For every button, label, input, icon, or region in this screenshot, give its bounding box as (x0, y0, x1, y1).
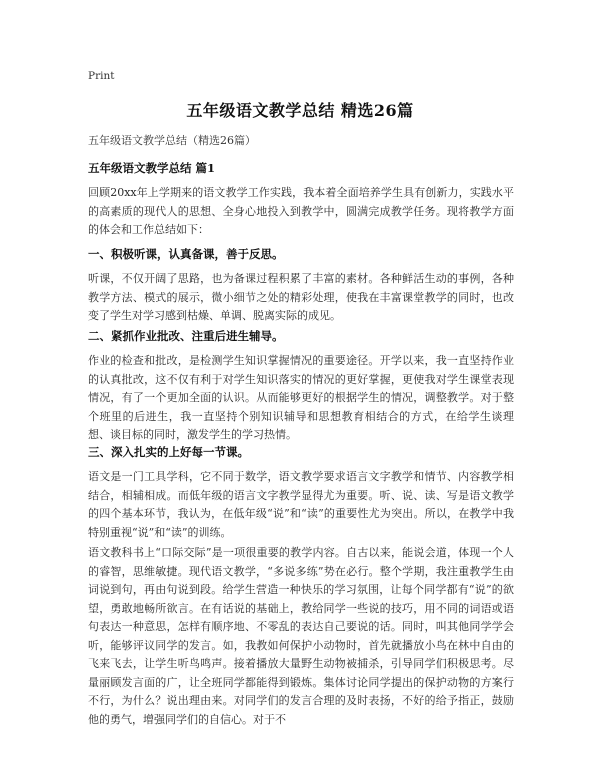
paragraph-3: 语文是一门工具学科，它不同于数学，语文教学要求语言文字教学和情节、内容教学相结合，相辅相成。而低年级的语言文字教学显得尤为重要。听、说、读、写是语文教学的四个基本环节，我认为，在低年级“说”和“读”的重要性尤为突出。所以，在教学中我特别重视“说”和“读”的训练。 (88, 470, 514, 539)
section-title: 五年级语文教学总结 篇1 (88, 161, 216, 175)
paragraph-2: 作业的检查和批改，是检测学生知识掌握情况的重要途径。开学以来，我一直坚持作业的认真批改，这不仅有利于对学生知识落实的情况的更好掌握，更使我对学生课堂表现情况，有了一个更加全面的认识。从而能够更好的根据学生的情况，调整教学。对于整个班里的后进生，我一直坚持个别知识辅导和思想教育相结合的方式，在给学生谈理想、谈目标的同时，激发学生的学习热情。 (88, 354, 514, 441)
intro-paragraph: 回顾20xx年上学期来的语文教学工作实践，我本着全面培养学生具有创新力，实践水平的高素质的现代人的思想、全身心地投入到教学中，圆满完成教学任务。现将教学方面的体会和工作总结如下： (88, 186, 514, 236)
heading-3: 三、深入扎实的上好每一节课。 (88, 445, 249, 459)
heading-1: 一、积极听课，认真备课，善于反思。 (88, 247, 284, 261)
document-subtitle: 五年级语文教学总结（精选26篇） (88, 134, 256, 147)
print-label: Print (88, 70, 115, 82)
heading-2: 二、紧抓作业批改、注重后进生辅导。 (88, 329, 284, 343)
paragraph-1: 听课，不仅开阔了思路，也为备课过程积累了丰富的素材。各种鲜活生动的事例，各种教学方法、模式的展示，微小细节之处的精彩处理，使我在丰富课堂教学的同时，也改变了学生对学习感到枯燥、单调、脱离实际的成见。 (88, 272, 514, 322)
paragraph-4: 语文教科书上“口际交际”是一项很重要的教学内容。自古以来，能说会道，体现一个人的睿智，思维敏捷。现代语文教学，“多说多练”势在必行。整个学期，我注重教学生由词说到句，再由句说到段。给学生营造一种快乐的学习氛围，让每个同学都有“说”的欲望，勇敢地畅所欲言。在有话说的基础上，教给同学一些说的技巧，用不同的词语或语句表达一种意思，怎样有顺序地、不零乱的表达自己要说的话。同时，叫其他同学学会听，能够评议同学的发言。如，我教如何保护小动物时，首先就播放小鸟在林中自由的飞来飞去，让学生听鸟鸣声。接着播放大量野生动物被捕杀，引导同学们积极思考。尽量丽顾发言面的广，让全班同学都能得到锻炼。集体讨论同学提出的保护动物的方案行不行，为什么？说出理由来。对同学们的发言合理的及时表扬，不好的给予指正，鼓励他的勇气，增强同学们的自信心。对于不 (88, 546, 514, 726)
document-title: 五年级语文教学总结 精选26篇 (186, 101, 414, 120)
